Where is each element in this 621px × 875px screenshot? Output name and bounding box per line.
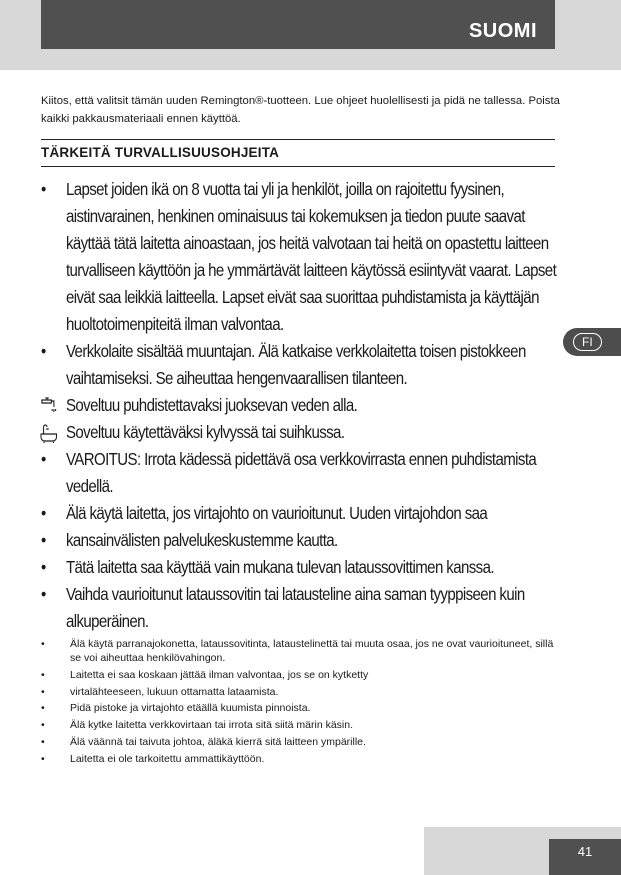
bullet-marker: • (41, 449, 46, 469)
bullet-marker: • (41, 702, 45, 715)
warning-item-text: virtalähteeseen, lukuun ottamatta lataamista. (70, 685, 279, 698)
language-title-bar (41, 0, 555, 49)
language-code-badge: FI (573, 333, 602, 351)
warning-item-text: Laitetta ei ole tarkoitettu ammattikäyttöön. (70, 752, 265, 765)
intro-paragraph: Kiitos, että valitsit tämän uuden Remington®-tuotteen. Lue ohjeet huolellisesti ja pidä ne tallessa. Poista kaikki pakkausmateriaali ennen käyttöä. (41, 95, 560, 125)
bullet-marker: • (41, 341, 46, 361)
warning-item (41, 685, 556, 699)
warning-item (41, 718, 556, 732)
warning-item-text: Älä väännä tai taivuta johtoa, äläkä kierrä sitä laitteen ympärille. (70, 735, 366, 748)
safety-item (41, 527, 565, 554)
bullet-marker: • (41, 179, 46, 199)
safety-item (41, 419, 565, 446)
safety-item-text: Verkkolaite sisältää muuntajan. Älä katkaise verkkolaitetta toisen pistokkeen vaihtamiseksi. Se aiheuttaa hengenvaarallisen tilanteen. (65, 341, 526, 388)
safety-item (41, 338, 565, 392)
bullet-marker: • (41, 752, 45, 765)
bullet-marker: • (41, 503, 46, 523)
section-heading: TÄRKEITÄ TURVALLISUUSOHJEITA (41, 145, 280, 160)
heading-rule-bottom (41, 166, 555, 167)
safety-item-text: Soveltuu käytettäväksi kylvyssä tai suihkussa. (65, 422, 345, 442)
safety-item (41, 554, 565, 581)
safety-item-text: Vaihda vaurioitunut lataussovitin tai latausteline aina saman tyyppiseen kuin alkuperäinen. (65, 584, 525, 631)
language-side-tab (563, 328, 621, 356)
bullet-marker: • (41, 638, 45, 650)
warning-item-text: Pidä pistoke ja virtajohto etäällä kuumista pinnoista. (70, 702, 311, 715)
bullet-marker: • (41, 685, 45, 698)
language-title: SUOMI (468, 20, 537, 42)
safety-item (41, 581, 565, 635)
page-number: 41 (549, 839, 621, 875)
safety-instructions-list (41, 176, 556, 635)
warning-item (41, 752, 556, 766)
bullet-marker: • (41, 735, 45, 748)
warning-item-text: Älä kytke laitetta verkkovirtaan tai irrota sitä siitä märin käsin. (70, 719, 354, 732)
safety-item (41, 392, 565, 419)
warning-item-text: Älä käytä parranajokonetta, lataussovitinta, lataustelinettä tai muuta osaa, jos ne ovat vaurioituneet, sillä se voi aiheuttaa henkilövahingon. (70, 638, 554, 664)
safety-item-text: kansainvälisten palvelukeskustemme kautta. (65, 530, 338, 550)
bullet-marker: • (41, 557, 46, 577)
safety-item (41, 176, 565, 338)
safety-item-text: Tätä laitetta saa käyttää vain mukana tulevan lataussovittimen kanssa. (65, 557, 494, 577)
warning-item (41, 637, 556, 665)
warning-item (41, 668, 556, 682)
safety-item-text: Soveltuu puhdistettavaksi juoksevan veden alla. (65, 395, 358, 415)
warning-item-text: Laitetta ei saa koskaan jättää ilman valvontaa, jos se on kytketty (70, 668, 369, 681)
safety-item-text: Lapset joiden ikä on 8 vuotta tai yli ja henkilöt, joilla on rajoitettu fyysinen, aistinvarainen, henkinen ominaisuus tai kokemuksen ja tiedon puute saavat käyttää tätä laitetta ainoastaan, jos heitä valvotaan tai heitä on opastettu laitteen turvalliseen käyttöön ja he ymmärtävät laitteen käytössä esiintyvät vaarat. Lapset eivät saa leikkiä laitteella. Lapset eivät saa suorittaa puhdistamista ja käyttäjän huoltotoimenpiteitä ilman valvontaa. (65, 179, 557, 334)
safety-item-text: VAROITUS: Irrota kädessä pidettävä osa verkkovirrasta ennen puhdistamista vedellä. (65, 449, 537, 496)
bullet-marker: • (41, 530, 46, 550)
warning-item (41, 701, 556, 715)
heading-rule-top (41, 139, 555, 140)
warning-item (41, 735, 556, 749)
safety-item (41, 500, 565, 527)
bullet-marker: • (41, 584, 46, 604)
safety-item (41, 446, 565, 500)
safety-item-text: Älä käytä laitetta, jos virtajohto on vaurioitunut. Uuden virtajohdon saa (65, 503, 488, 523)
bullet-marker: • (41, 668, 45, 681)
additional-warnings-list (41, 637, 556, 769)
bullet-marker: • (41, 719, 45, 732)
